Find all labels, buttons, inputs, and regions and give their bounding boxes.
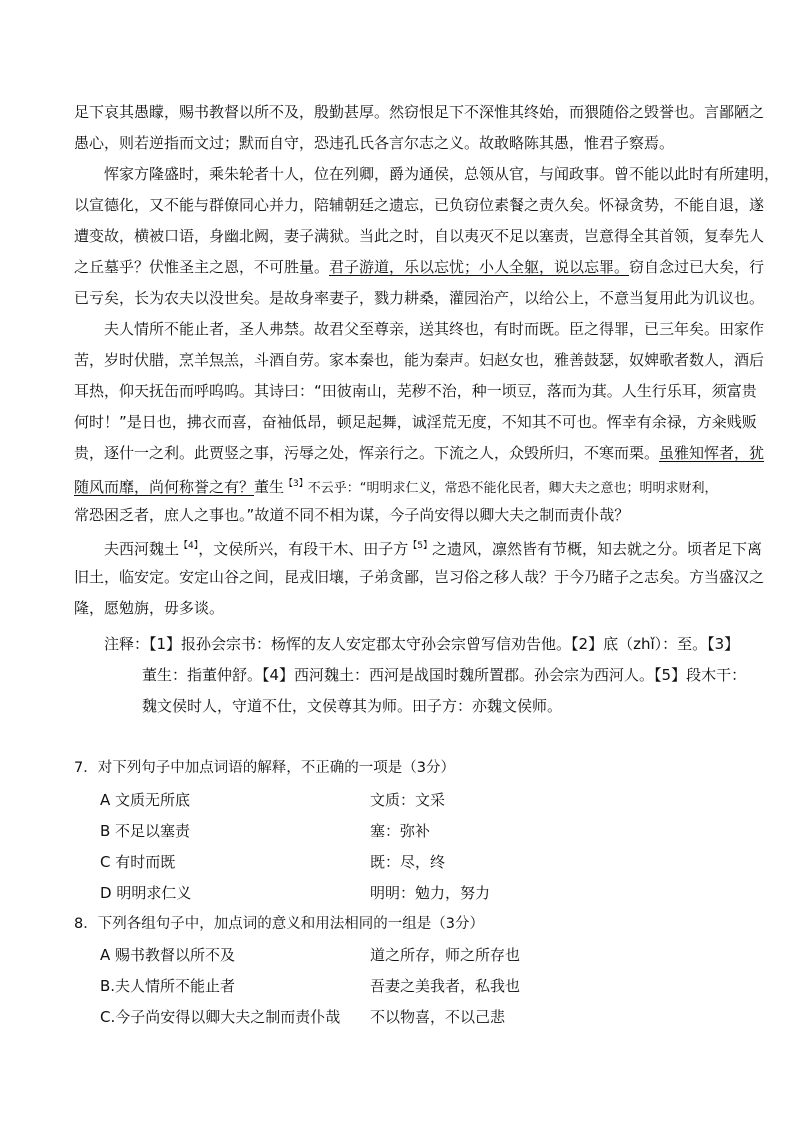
q7-option-a: A 文质无所底: [100, 791, 191, 809]
passage-text: 夫西河魏土: [104, 540, 180, 558]
q8-option-b: B.夫人情所不能止者: [100, 977, 236, 995]
question-7-stem: 7．对下列句子中加点词语的解释，不正确的一项是（3分）: [74, 760, 455, 776]
passage-line: 夫人情所不能止者，圣人弗禁。故君父至尊亲，送其终也，有时而既。臣之得罪，已三年矣。田家作: [104, 320, 765, 338]
passage-line: [104, 536, 762, 559]
passage-line: 常恐困乏者，庶人之事也。”故道不同不相为谋，今子尚安得以卿大夫之制而责仆哉？: [74, 506, 630, 524]
passage-line: 愚心，则若逆指而文过；默而自守，恐违孔氏各言尔志之义。故敢略陈其愚，惟君子察焉。: [74, 134, 675, 152]
q7-option-d-gloss: 明明：勉力，努力: [370, 884, 491, 902]
passage-line: 苦，岁时伏腊，烹羊炰羔，斗酒自劳。家本秦也，能为秦声。妇赵女也，雅善鼓瑟，奴婢歌者数人，酒后: [74, 351, 765, 369]
passage-line: 旧土，临安定。安定山谷之间，昆戎旧壤，子弟贪鄙，岂习俗之移人哉？于今乃睹子之志矣。方当盛汉之: [74, 568, 765, 586]
passage-text: 之遗风，凛然皆有节概，知去就之分。顷者足下离: [432, 540, 763, 558]
passage-line: 恽家方隆盛时，乘朱轮者十人，位在列卿，爵为通侯，总领从官，与闻政事。曾不能以此时有所建明，: [104, 165, 780, 183]
q8-option-c: C.今子尚安得以卿大夫之制而责仆哉: [100, 1008, 341, 1026]
question-8-stem: 8．下列各组句子中，加点词的意义和用法相同的一组是（3分）: [74, 916, 484, 932]
q8-option-a-pair: 道之所存，师之所存也: [370, 946, 521, 964]
q7-option-b-gloss: 塞：弥补: [370, 822, 431, 840]
underlined-sentence: 随风而靡，尚何称誉之有？: [74, 478, 255, 496]
passage-line: 隆，愿勉旃，毋多谈。: [74, 599, 225, 617]
passage-line: 足下哀其愚矇，赐书教督以所不及，殷勤甚厚。然窃恨足下不深惟其终始，而猥随俗之毁誉也。言鄙陋之: [74, 103, 765, 121]
passage-text: 窃自念过已大矣，行: [629, 258, 765, 276]
footnote-marker: 【4】: [179, 541, 199, 551]
q7-option-b: B 不足以塞责: [100, 822, 191, 840]
notes-line: 魏文侯时人，守道不仕，文侯尊其为师。田子方：亦魏文侯师。: [142, 697, 563, 715]
passage-text: 董生: [254, 478, 285, 496]
passage-line: 遭变故，横被口语，身幽北阙，妻子满狱。当此之时，自以夷灭不足以塞责，岂意得全其首领，复奉先人: [74, 227, 765, 245]
passage-text: ，文侯所兴，有段干木、田子方: [198, 540, 409, 558]
notes-line: 注释：【1】报孙会宗书：杨恽的友人安定郡太守孙会宗曾写信劝告他。【2】底（zhǐ）：至。【3】: [104, 635, 740, 653]
passage-line: 何时！”是日也，拂衣而喜，奋袖低昂，顿足起舞，诚淫荒无度，不知其不可也。恽幸有余禄，方籴贱贩: [74, 413, 757, 431]
footnote-marker: 【5】: [408, 541, 432, 551]
passage-text: 不云乎：“明明求仁义，常恐不能化民者，卿大夫之意也；明明求财利，: [307, 481, 718, 496]
passage-text: 之丘墓乎？伏惟圣主之恩，不可胜量。: [74, 258, 330, 276]
passage-line: [74, 257, 764, 277]
q8-option-b-pair: 吾妻之美我者，私我也: [370, 977, 521, 995]
passage-line: 耳热，仰天抚缶而呼呜呜。其诗曰：“田彼南山，芜秽不治，种一顷豆，落而为萁。人生行乐耳，须富贵: [74, 382, 757, 400]
passage-line: 已亏矣，长为农夫以没世矣。是故身率妻子，戮力耕桑，灌园治产，以给公上，不意当复用此为讥议也。: [74, 289, 765, 307]
q7-option-c: C 有时而既: [100, 853, 176, 871]
notes-line: 董生：指董仲舒。【4】西河魏土：西河是战国时魏所置郡。孙会宗为西河人。【5】段木干：: [142, 666, 747, 684]
underlined-sentence: 虽雅知恽者，犹: [659, 444, 765, 462]
passage-line: [74, 474, 718, 499]
footnote-marker: 【3】: [284, 479, 308, 489]
passage-line: [74, 443, 764, 463]
q7-option-a-gloss: 文质：文采: [370, 791, 446, 809]
underlined-sentence: 君子游道，乐以忘忧；小人全躯，说以忘罪。: [329, 258, 630, 276]
q8-option-a: A 赐书教督以所不及: [100, 946, 236, 964]
q7-option-d: D 明明求仁义: [100, 884, 192, 902]
q8-option-c-pair: 不以物喜，不以己悲: [370, 1008, 506, 1026]
passage-text: 贵，逐什一之利。此贾竖之事，污辱之处，恽亲行之。下流之人，众毁所归，不寒而栗。: [74, 444, 660, 462]
passage-line: 以宣德化，又不能与群僚同心并力，陪辅朝廷之遗忘，已负窃位素餐之责久矣。怀禄贪势，不能自退，遂: [74, 196, 765, 214]
q7-option-c-gloss: 既：尽，终: [370, 853, 446, 871]
